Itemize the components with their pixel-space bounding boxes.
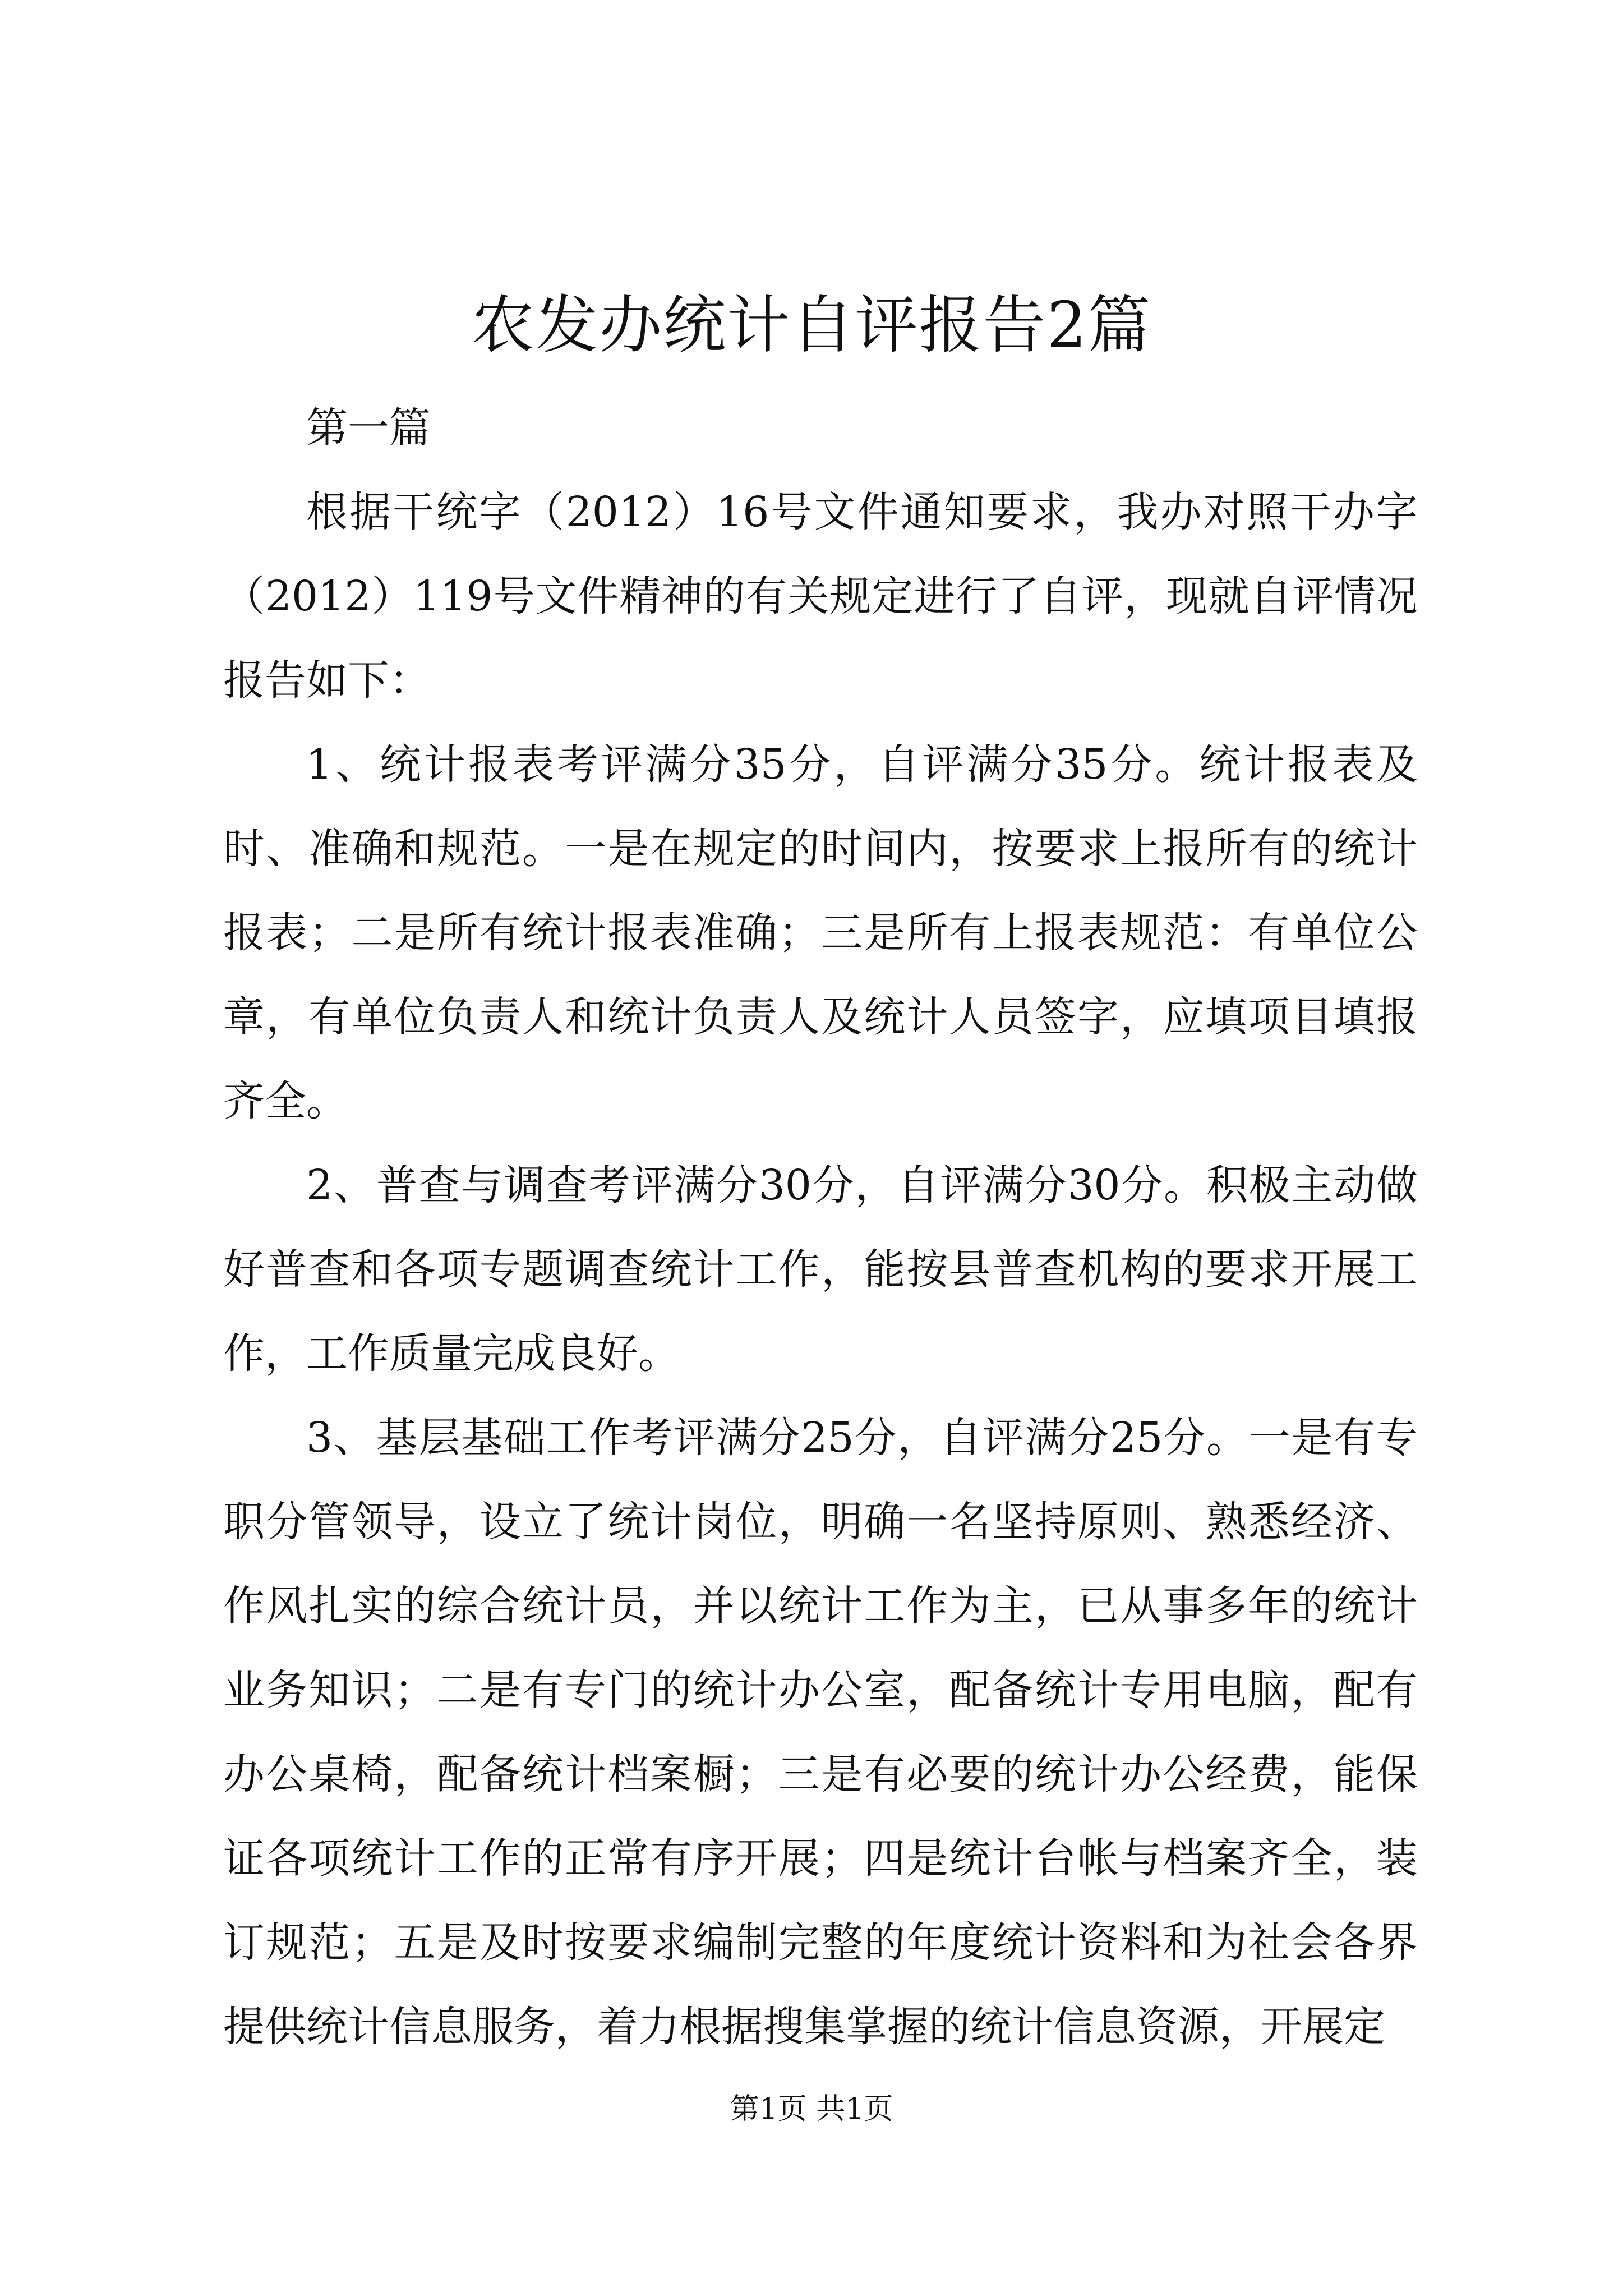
- section-heading: 第一篇: [306, 404, 431, 452]
- page-footer: 第1页 共1页: [730, 2092, 893, 2126]
- paragraph-item-2: 2、普查与调查考评满分30分，自评满分30分。积极主动做好普查和各项专题调查统计工作，能按县普查机构的要求开展工作，工作质量完成良好。: [223, 1161, 1418, 1378]
- paragraph-item-3: 3、基层基础工作考评满分25分，自评满分25分。一是有专职分管领导，设立了统计岗位，明确一名坚持原则、熟悉经济、作风扎实的综合统计员，并以统计工作为主，已从事多年的统计业务知识；二是有专门的统计办公室，配备统计专用电脑，配有办公桌椅，配备统计档案橱；三是有必要的统计办公经费，能保证各项统计工作的正常有序开展；四是统计台帐与档案齐全，装订规范；五是及时按要求编制完整的年度统计资料和为社会各界提供统计信息服务，着力根据搜集掌握的统计信息资源，开展定: [223, 1414, 1418, 2051]
- document-title: 农发办统计自评报告2篇: [471, 289, 1152, 362]
- document-body: [223, 386, 1418, 2069]
- paragraph-intro: 根据干统字（2012）16号文件通知要求，我办对照干办字（2012）119号文件精神的有关规定进行了自评，现就自评情况报告如下：: [223, 488, 1418, 705]
- paragraph-item-1: 1、统计报表考评满分35分，自评满分35分。统计报表及时、准确和规范。一是在规定的时间内，按要求上报所有的统计报表；二是所有统计报表准确；三是所有上报表规范：有单位公章，有单位负责人和统计负责人及统计人员签字，应填项目填报齐全。: [223, 740, 1418, 1125]
